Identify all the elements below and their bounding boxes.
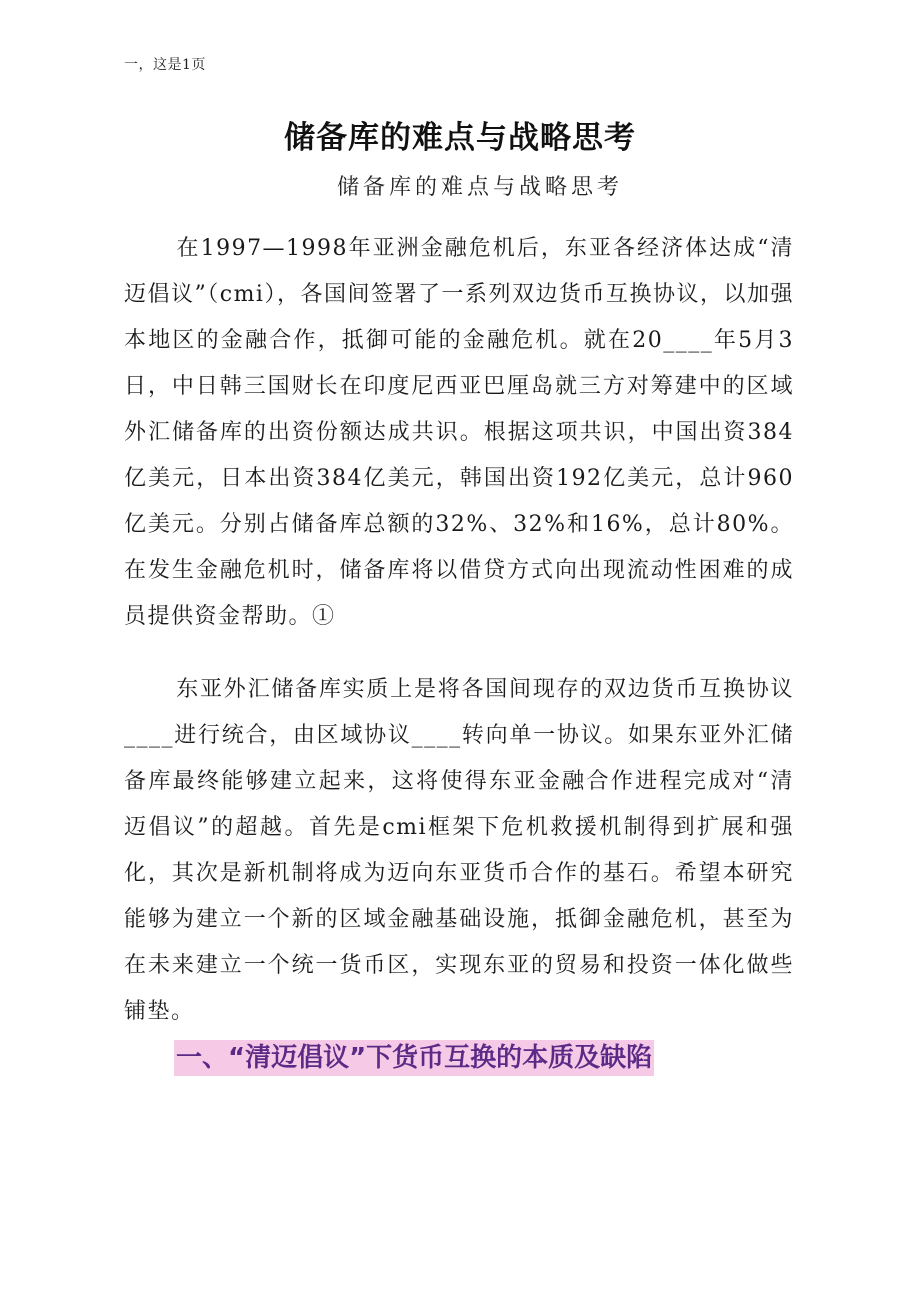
section-heading: 一、“清迈倡议”下货币互换的本质及缺陷 — [174, 1040, 654, 1076]
body-paragraph — [124, 226, 794, 640]
paragraph-text: 东亚外汇储备库实质上是将各国间现存的双边货币互换协议____进行统合，由区域协议____转向单一协议。如果东亚外汇储备库最终能够建立起来，这将使得东亚金融合作进程完成对“清迈倡议”的超越。首先是cmi框架下危机救援机制得到扩展和强化，其次是新机制将成为迈向东亚货币合作的基石。希望本研究能够为建立一个新的区域金融基础设施，抵御金融危机，甚至为在未来建立一个统一货币区，实现东亚的贸易和投资一体化做些铺垫。 — [124, 677, 794, 1024]
paragraph-text: 在1997—1998年亚洲金融危机后，东亚各经济体达成“清迈倡议”（cmi），各国间签署了一系列双边货币互换协议，以加强本地区的金融合作，抵御可能的金融危机。就在20____年5月3日，中日韩三国财长在印度尼西亚巴厘岛就三方对筹建中的区域外汇储备库的出资份额达成共识。根据这项共识，中国出资384亿美元，日本出资384亿美元，韩国出资192亿美元，总计960亿美元。分别占储备库总额的32%、32%和16%，总计80%。在发生金融危机时，储备库将以借贷方式向出现流动性困难的成员提供资金帮助。① — [124, 236, 794, 629]
body-paragraph — [124, 667, 794, 1035]
page-header-note: 一，这是1页 — [124, 57, 206, 73]
document-subtitle: 储备库的难点与战略思考 — [336, 175, 623, 200]
document-title: 储备库的难点与战略思考 — [284, 120, 636, 156]
